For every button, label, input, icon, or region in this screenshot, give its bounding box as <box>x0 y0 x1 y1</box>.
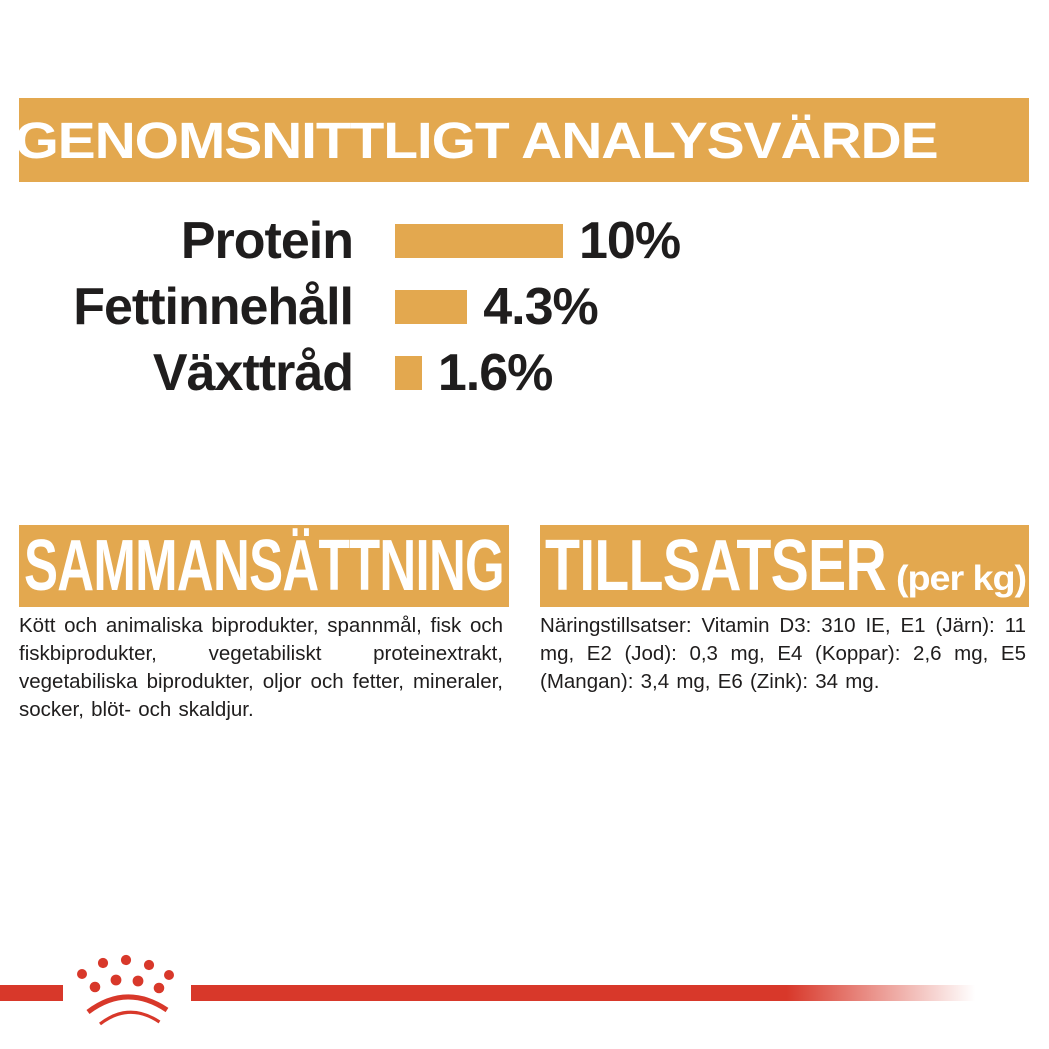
chart-value-label: 10% <box>579 212 681 270</box>
additives-heading-wrap <box>545 526 886 606</box>
chart-category-label: Växttråd <box>152 344 353 402</box>
additives-banner <box>540 525 1029 607</box>
chart-category-label: Protein <box>180 212 353 270</box>
chart-bar <box>395 290 467 324</box>
analysis-banner-title-wrap <box>13 111 986 169</box>
royal-canin-crown-icon <box>72 952 184 1028</box>
chart-bar <box>395 356 422 390</box>
additives-heading-row <box>545 526 1026 606</box>
composition-banner <box>19 525 509 607</box>
additives-heading-suffix-wrap <box>896 561 1026 596</box>
analysis-banner-title: GENOMSNITTLIGT ANALYSVÄRDE <box>13 111 937 169</box>
additives-heading: TILLSATSER <box>545 526 886 606</box>
analysis-chart <box>0 208 1049 406</box>
additives-heading-suffix: (per kg) <box>896 559 1026 598</box>
chart-value-label: 1.6% <box>437 344 553 402</box>
footer-rule-right <box>191 985 975 1001</box>
additives-body: Näringstillsatser: Vitamin D3: 310 IE, E1 (Järn): 11 mg, E2 (Jod): 0,3 mg, E4 (Koppar): 2,6 mg, E5 (Mangan): 3,4 mg, E6 (Zink): 34 mg. <box>540 614 1026 693</box>
chart-row <box>0 340 1049 406</box>
composition-body: Kött och animaliska biprodukter, spannmål, fisk och fiskbiprodukter, vegetabiliskt proteinextrakt, vegetabiliska biprodukter, oljor och fetter, mineraler, socker, blöt- och skaldjur. <box>19 614 503 721</box>
chart-value-label: 4.3% <box>483 278 598 336</box>
chart-row <box>0 208 1049 274</box>
footer-rule-left <box>0 985 63 1001</box>
chart-category-label: Fettinnehåll <box>73 278 353 336</box>
chart-bar <box>395 224 563 258</box>
composition-heading-wrap <box>24 526 504 606</box>
analysis-banner <box>13 98 1029 182</box>
composition-heading: SAMMANSÄTTNING <box>24 526 504 606</box>
chart-row <box>0 274 1049 340</box>
